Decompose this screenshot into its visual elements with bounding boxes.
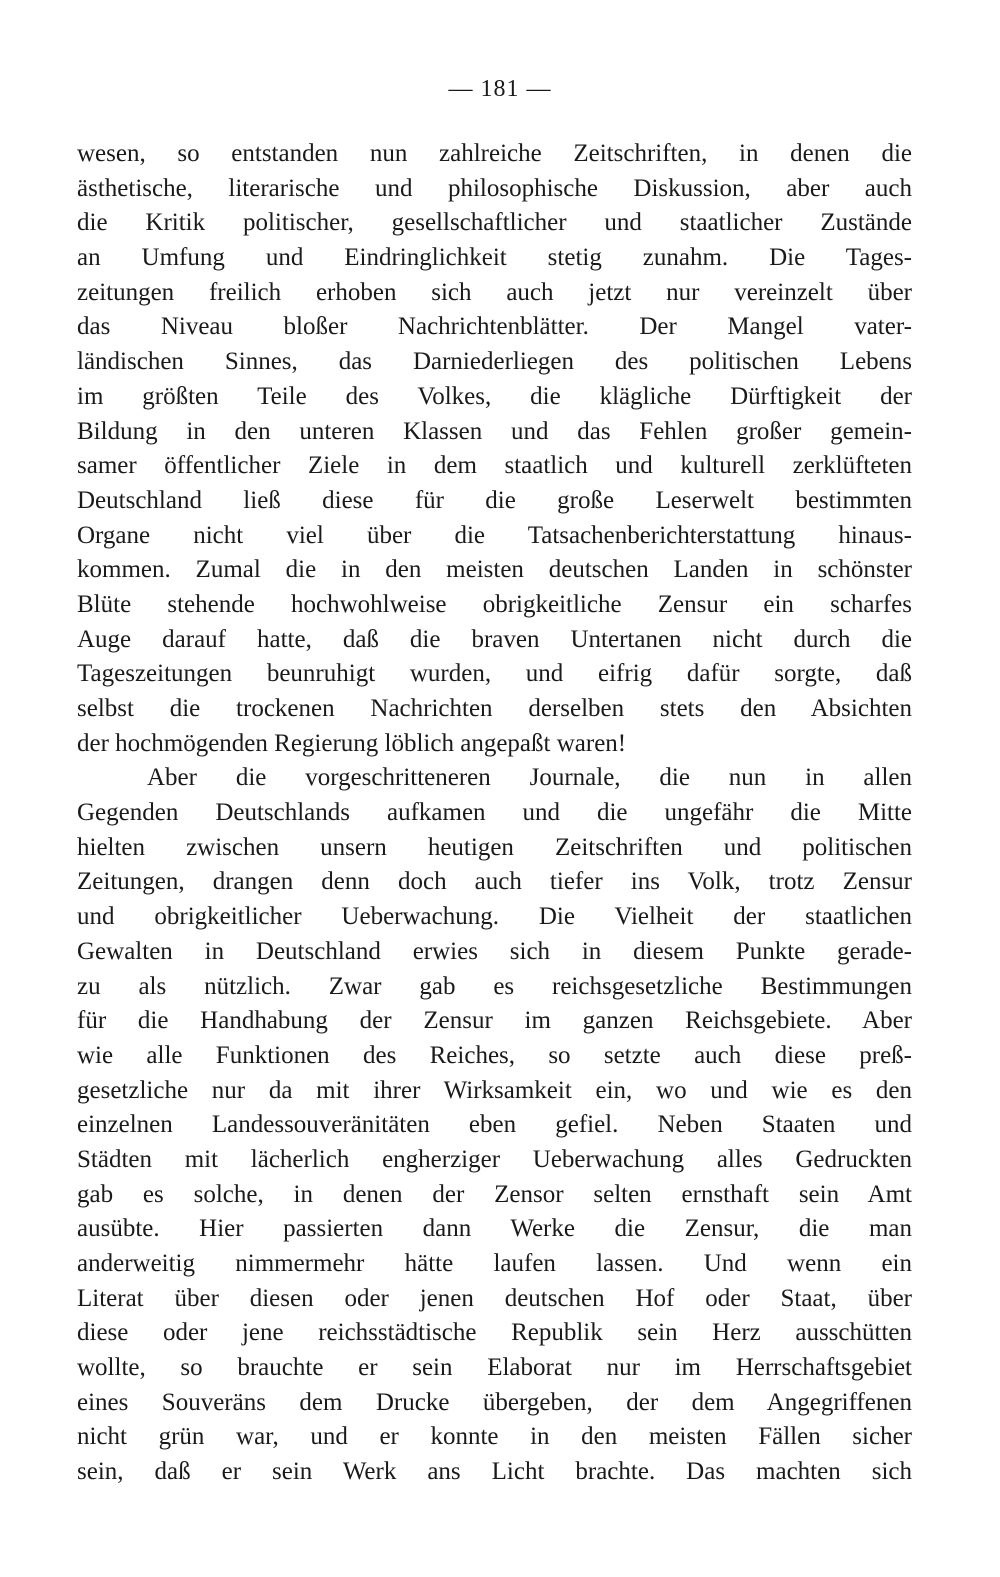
text-line: die Kritik politischer, gesellschaftlicher und staatlicher Zustände bbox=[77, 209, 912, 237]
text-line: Literat über diesen oder jenen deutschen Hof oder Staat, über bbox=[77, 1284, 912, 1312]
text-line: sein, daß er sein Werk ans Licht brachte. Das machten sich bbox=[77, 1458, 912, 1486]
text-line: wollte, so brauchte er sein Elaborat nur im Herrschaftsgebiet bbox=[77, 1354, 912, 1382]
text-line: Zeitungen, drangen denn doch auch tiefer ins Volk, trotz Zensur bbox=[77, 868, 912, 896]
page-number: — 181 — bbox=[448, 76, 552, 102]
text-line: nicht grün war, und er konnte in den meisten Fällen sicher bbox=[77, 1423, 912, 1451]
text-line: kommen. Zumal die in den meisten deutschen Landen in schönster bbox=[77, 556, 912, 584]
text-line: und obrigkeitlicher Ueberwachung. Die Vielheit der staatlichen bbox=[77, 903, 912, 931]
text-line: diese oder jene reichsstädtische Republik sein Herz ausschütten bbox=[77, 1319, 912, 1347]
text-line: wesen, so entstanden nun zahlreiche Zeitschriften, in denen die bbox=[77, 140, 912, 167]
text-line: Aber die vorgeschritteneren Journale, die nun in allen bbox=[147, 764, 912, 792]
paragraph-2 bbox=[77, 761, 912, 1489]
text-line: anderweitig nimmermehr hätte laufen lassen. Und wenn ein bbox=[77, 1250, 912, 1277]
text-line: Gegenden Deutschlands aufkamen und die ungefähr die Mitte bbox=[77, 799, 912, 827]
text-line: Auge darauf hatte, daß die braven Untertanen nicht durch die bbox=[77, 625, 912, 653]
text-line: samer öffentlicher Ziele in dem staatlich und kulturell zerklüfteten bbox=[77, 452, 912, 480]
text-line: Bildung in den unteren Klassen und das Fehlen großer gemein- bbox=[77, 417, 912, 445]
text-line: für die Handhabung der Zensur im ganzen Reichsgebiete. Aber bbox=[77, 1007, 912, 1035]
text-line: selbst die trockenen Nachrichten derselben stets den Absichten bbox=[77, 695, 912, 722]
text-line: hielten zwischen unsern heutigen Zeitschriften und politischen bbox=[77, 833, 912, 861]
body-text bbox=[77, 137, 912, 1490]
text-line: Blüte stehende hochwohlweise obrigkeitliche Zensur ein scharfes bbox=[77, 590, 912, 618]
text-line: Gewalten in Deutschland erwies sich in diesem Punkte gerade- bbox=[77, 937, 912, 965]
text-line: zu als nützlich. Zwar gab es reichsgesetzliche Bestimmungen bbox=[77, 972, 912, 1000]
text-line: im größten Teile des Volkes, die klägliche Dürftigkeit der bbox=[77, 382, 912, 410]
text-line: eines Souveräns dem Drucke übergeben, der dem Angegriffenen bbox=[77, 1388, 912, 1416]
text-line: ländischen Sinnes, das Darniederliegen des politischen Lebens bbox=[77, 348, 912, 376]
text-line: Städten mit lächerlich engherziger Ueberwachung alles Gedruckten bbox=[77, 1145, 912, 1173]
text-line: ausübte. Hier passierten dann Werke die Zensur, die man bbox=[77, 1215, 912, 1243]
paragraph-1 bbox=[77, 137, 912, 761]
text-line: Organe nicht viel über die Tatsachenberichterstattung hinaus- bbox=[77, 521, 912, 549]
text-line: Deutschland ließ diese für die große Leserwelt bestimmten bbox=[77, 486, 912, 514]
text-line: das Niveau bloßer Nachrichtenblätter. Der Mangel vater- bbox=[77, 313, 912, 341]
text-line: gab es solche, in denen der Zensor selten ernsthaft sein Amt bbox=[77, 1180, 912, 1208]
text-line: zeitungen freilich erhoben sich auch jetzt nur vereinzelt über bbox=[77, 278, 912, 306]
text-line: wie alle Funktionen des Reiches, so setzte auch diese preß- bbox=[77, 1041, 912, 1069]
text-line: der hochmögenden Regierung löblich angepaßt waren! bbox=[77, 729, 627, 757]
text-line: gesetzliche nur da mit ihrer Wirksamkeit ein, wo und wie es den bbox=[77, 1076, 912, 1104]
text-line: Tageszeitungen beunruhigt wurden, und eifrig dafür sorgte, daß bbox=[77, 660, 912, 688]
text-line: ästhetische, literarische und philosophische Diskussion, aber auch bbox=[77, 174, 912, 202]
text-line: an Umfung und Eindringlichkeit stetig zunahm. Die Tages- bbox=[77, 244, 912, 272]
text-line: einzelnen Landessouveränitäten eben gefiel. Neben Staaten und bbox=[77, 1111, 912, 1139]
